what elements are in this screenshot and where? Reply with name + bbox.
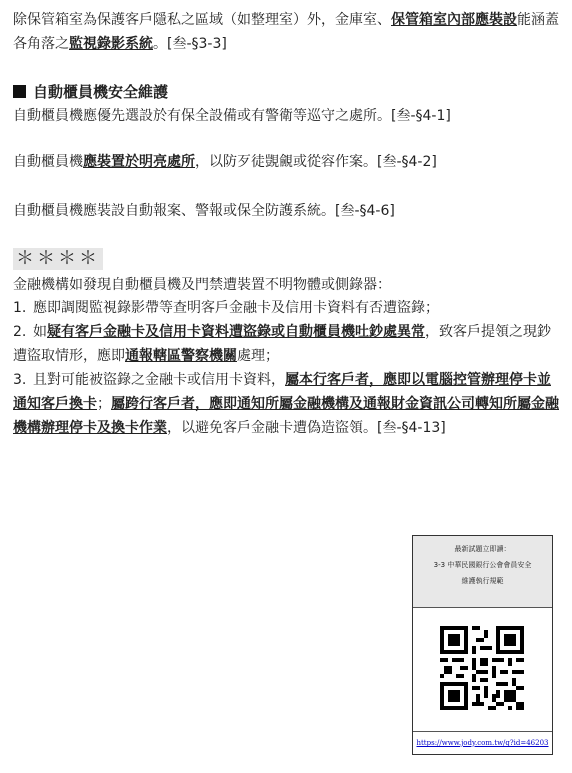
question-link[interactable]: https://www.jody.com.tw/q?id=46203 <box>413 731 552 754</box>
item2-text-c: ，致客戶提領之現鈔遭盜取情形，應即 <box>13 324 551 364</box>
para3-text-a: 自動櫃員機 <box>13 154 83 170</box>
paragraph-intro: 金融機構如發現自動櫃員機及門禁遭裝置不明物體或側錄器： <box>13 277 391 293</box>
box-line-1: 3-3 中華民國銀行公會會員安全 <box>433 561 532 569</box>
paragraph-vault-surveillance <box>13 8 559 56</box>
item3-text-a: 且對可能被盜錄之金融卡或信用卡資料， <box>33 372 285 388</box>
list-number: 3. <box>13 372 27 388</box>
item3-text-e: ，以避免客戶金融卡遭偽造盜領。[叁-§4-13] <box>167 420 446 436</box>
box-line-2: 維護執行規範 <box>461 577 504 585</box>
item2-emphasis-b: 疑有客戶金融卡及信用卡資料遭盜錄或自動櫃員機吐鈔處異常 <box>47 324 425 340</box>
item2-emphasis-d: 通報轄區警察機關 <box>125 348 237 364</box>
para1-emphasis-d: 監視錄影系統 <box>69 36 153 52</box>
item3-emphasis-d: 屬跨行客戶者，應即通知所屬金融機構及通報財金資訊公司轉知所屬金融機構辦理停卡及換卡作業 <box>13 396 559 436</box>
list-item-2 <box>13 320 559 368</box>
list-item-1-text: 應即調閱監視錄影帶等查明客戶金融卡及信用卡資料有否遭盜錄； <box>33 300 439 316</box>
latest-questions-box <box>412 535 553 755</box>
paragraph-atm-lighting <box>13 150 559 174</box>
star-divider: ＊＊＊＊ <box>13 248 103 270</box>
para1-text-c: 能涵蓋各角落之 <box>13 12 559 52</box>
square-bullet-icon <box>13 85 26 98</box>
paragraph-atm-location: 自動櫃員機應優先選設於有保全設備或有警衛等巡守之處所。[叁-§4-1] <box>13 108 451 124</box>
list-number: 1. <box>13 300 27 316</box>
section-heading <box>13 82 168 102</box>
box-title: 最新試題立即讀： <box>454 545 511 553</box>
item3-text-c: ； <box>97 396 111 412</box>
para3-emphasis-b: 應裝置於明亮處所 <box>83 154 195 170</box>
list-item-3 <box>13 368 559 440</box>
latest-questions-header <box>413 536 552 608</box>
para1-text-a: 除保管箱室為保護客戶隱私之區域（如整理室）外，金庫室、 <box>13 12 391 28</box>
item2-text-a: 如 <box>33 324 47 340</box>
list-number: 2. <box>13 324 27 340</box>
para1-text-e: 。[叁-§3-3] <box>153 36 227 52</box>
item2-text-e: 處理； <box>237 348 279 364</box>
paragraph-atm-alarm: 自動櫃員機應裝設自動報案、警報或保全防護系統。[叁-§4-6] <box>13 203 395 219</box>
list-item-1 <box>13 296 559 320</box>
section-heading-text: 自動櫃員機安全維護 <box>33 83 169 101</box>
item3-emphasis-b: 屬本行客戶者，應即以電腦控管辦理停卡並通知客戶換卡 <box>13 372 551 412</box>
para1-emphasis-b: 保管箱室內部應裝設 <box>391 12 517 28</box>
qr-code-icon[interactable] <box>440 626 524 710</box>
para3-text-c: ，以防歹徒覬覦或從容作案。[叁-§4-2] <box>195 154 437 170</box>
